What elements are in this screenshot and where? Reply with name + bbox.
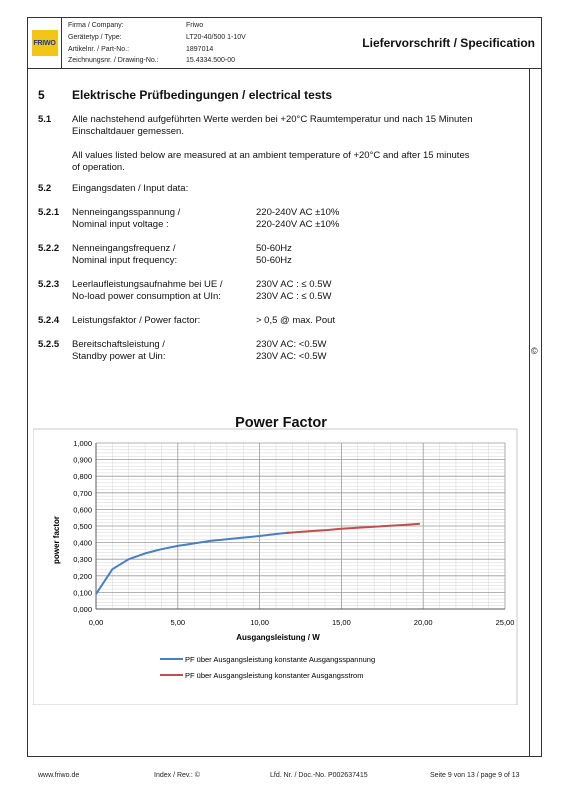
param-label: No-load power consumption at UIn: bbox=[72, 291, 221, 302]
clause-number: 5.2.2 bbox=[38, 243, 60, 254]
logo-text: FRIWO bbox=[33, 39, 56, 47]
param-value: 220-240V AC ±10% bbox=[256, 207, 340, 218]
param-label: Bereitschaftsleistung / bbox=[72, 339, 165, 350]
y-tick-label: 0,400 bbox=[73, 538, 92, 548]
param-label: Nenneingangsfrequenz / bbox=[72, 243, 176, 254]
clause-text-de-1: Alle nachstehend aufgeführten Werte werden bei +20°C Raumtemperatur und nach 15 Minuten bbox=[72, 114, 473, 125]
section-heading bbox=[38, 88, 518, 102]
section-title: Elektrische Prüfbedingungen / electrical tests bbox=[72, 88, 333, 102]
clause-5-1-line2 bbox=[38, 126, 518, 138]
spacer bbox=[38, 174, 518, 183]
x-tick-label: 15,00 bbox=[332, 618, 351, 627]
y-tick-label: 0,100 bbox=[73, 588, 92, 598]
param-value: 230V AC: <0.5W bbox=[256, 339, 327, 350]
section-content bbox=[38, 88, 518, 363]
param-label: Leistungsfaktor / Power factor: bbox=[72, 315, 201, 326]
type-label: Gerätetyp / Type: bbox=[68, 33, 122, 41]
spacer bbox=[38, 231, 518, 243]
clause-text-en-1: All values listed below are measured at an ambient temperature of +20°C and after 15 minutes bbox=[72, 150, 470, 161]
param-label: Standby power at Uin: bbox=[72, 351, 166, 362]
footer-docno: Lfd. Nr. / Doc.-No. P002637415 bbox=[270, 772, 368, 779]
clause-number: 5.2.1 bbox=[38, 207, 60, 218]
x-tick-label: 5,00 bbox=[170, 618, 186, 627]
spacer bbox=[38, 351, 72, 363]
param-value: 230V AC : ≤ 0.5W bbox=[256, 291, 332, 302]
clause-5-1-line4 bbox=[38, 162, 518, 174]
x-axis-label: Ausgangsleistung / W bbox=[236, 633, 320, 642]
param-value: 220-240V AC ±10% bbox=[256, 219, 340, 230]
company-value: Friwo bbox=[186, 22, 204, 29]
spacer bbox=[38, 219, 72, 231]
part-no-value: 1897014 bbox=[186, 45, 214, 53]
param-value: 50-60Hz bbox=[256, 243, 292, 254]
spacer bbox=[38, 303, 518, 315]
x-tick-label: 0,00 bbox=[88, 618, 104, 627]
series-line bbox=[96, 533, 289, 595]
footer-website: www.friwo.de bbox=[38, 772, 80, 779]
logo-box bbox=[28, 18, 62, 68]
spacer bbox=[38, 291, 72, 303]
chart-svg bbox=[33, 405, 529, 705]
side-column bbox=[529, 69, 542, 757]
type-value: LT20-40/500 1-10V bbox=[186, 33, 246, 41]
y-tick-label: 0,300 bbox=[73, 555, 92, 565]
param-label: Nominal input voltage : bbox=[72, 219, 169, 230]
clause-text: Eingangsdaten / Input data: bbox=[72, 183, 189, 194]
chart-title: Power Factor bbox=[235, 415, 327, 431]
y-tick-label: 0,600 bbox=[73, 505, 92, 515]
document-header bbox=[27, 17, 542, 69]
y-tick-label: 0,900 bbox=[73, 455, 92, 465]
y-tick-label: 0,700 bbox=[73, 488, 92, 498]
clause-5-2-5 bbox=[38, 339, 518, 351]
footer-index: Index / Rev.: © bbox=[154, 772, 200, 779]
legend-label: PF über Ausgangsleistung konstanter Ausgangsstrom bbox=[185, 671, 364, 680]
param-label: Nenneingangsspannung / bbox=[72, 207, 181, 218]
spacer bbox=[38, 267, 518, 279]
clause-5-2-2 bbox=[38, 243, 518, 255]
clause-text-de-2: Einschaltdauer gemessen. bbox=[72, 126, 184, 137]
clause-5-2-3 bbox=[38, 279, 518, 291]
clause-text-en-2: of operation. bbox=[72, 162, 125, 173]
drawing-no-value: 15.4334.500-00 bbox=[186, 57, 236, 65]
header-meta bbox=[62, 18, 312, 68]
series-line bbox=[286, 524, 420, 533]
clause-number: 5.2.3 bbox=[38, 279, 60, 290]
clause-5-2-1 bbox=[38, 207, 518, 219]
param-value: 230V AC: <0.5W bbox=[256, 351, 327, 362]
spacer bbox=[38, 162, 72, 174]
power-factor-chart bbox=[33, 405, 529, 705]
param-label: Nominal input frequency: bbox=[72, 255, 178, 266]
x-tick-label: 20,00 bbox=[413, 618, 433, 627]
spacer bbox=[38, 138, 518, 150]
spacer bbox=[38, 195, 518, 207]
clause-5-2-4 bbox=[38, 315, 518, 327]
section-number: 5 bbox=[38, 88, 45, 102]
spacer bbox=[38, 327, 518, 339]
copyright-mark: © bbox=[531, 346, 538, 356]
footer-page: Seite 9 von 13 / page 9 of 13 bbox=[430, 772, 520, 779]
drawing-no-label: Zeichnungsnr. / Drawing-No.: bbox=[68, 57, 159, 65]
clause-5-2-2-en bbox=[38, 255, 518, 267]
chart-major-grid bbox=[96, 443, 505, 609]
y-tick-label: 0,500 bbox=[73, 522, 92, 531]
spacer bbox=[38, 126, 72, 138]
clause-5-1-line3 bbox=[38, 150, 518, 162]
y-tick-label: 0,800 bbox=[73, 472, 92, 482]
clause-5-2 bbox=[38, 183, 518, 195]
x-tick-label: 10,00 bbox=[250, 618, 269, 627]
friwo-logo bbox=[32, 30, 58, 56]
x-tick-label: 25,00 bbox=[495, 618, 515, 627]
spacer bbox=[38, 150, 72, 162]
clause-5-2-3-en bbox=[38, 291, 518, 303]
legend-label: PF über Ausgangsleistung konstante Ausgangsspannung bbox=[185, 655, 376, 664]
clause-5-2-1-en bbox=[38, 219, 518, 231]
chart-legend bbox=[160, 655, 375, 680]
spacer bbox=[38, 255, 72, 267]
part-no-label: Artikelnr. / Part-No.: bbox=[68, 45, 130, 53]
y-axis-label: power factor bbox=[52, 515, 61, 565]
param-value: 50-60Hz bbox=[256, 255, 292, 266]
document-title: Liefervorschrift / Specification bbox=[362, 36, 535, 50]
clause-number: 5.2.5 bbox=[38, 339, 60, 350]
clause-5-2-5-en bbox=[38, 351, 518, 363]
clause-number: 5.2 bbox=[38, 183, 52, 194]
param-value: 230V AC : ≤ 0.5W bbox=[256, 279, 332, 290]
param-value: > 0,5 @ max. Pout bbox=[256, 315, 336, 326]
y-tick-label: 0,200 bbox=[73, 571, 92, 581]
clause-number: 5.2.4 bbox=[38, 315, 60, 326]
company-label: Firma / Company: bbox=[68, 22, 124, 29]
param-label: Leerlaufleistungsaufnahme bei UE / bbox=[72, 279, 223, 290]
y-tick-label: 1,000 bbox=[73, 439, 92, 448]
y-tick-label: 0,000 bbox=[73, 605, 92, 614]
clause-number: 5.1 bbox=[38, 114, 52, 125]
clause-5-1 bbox=[38, 114, 518, 126]
